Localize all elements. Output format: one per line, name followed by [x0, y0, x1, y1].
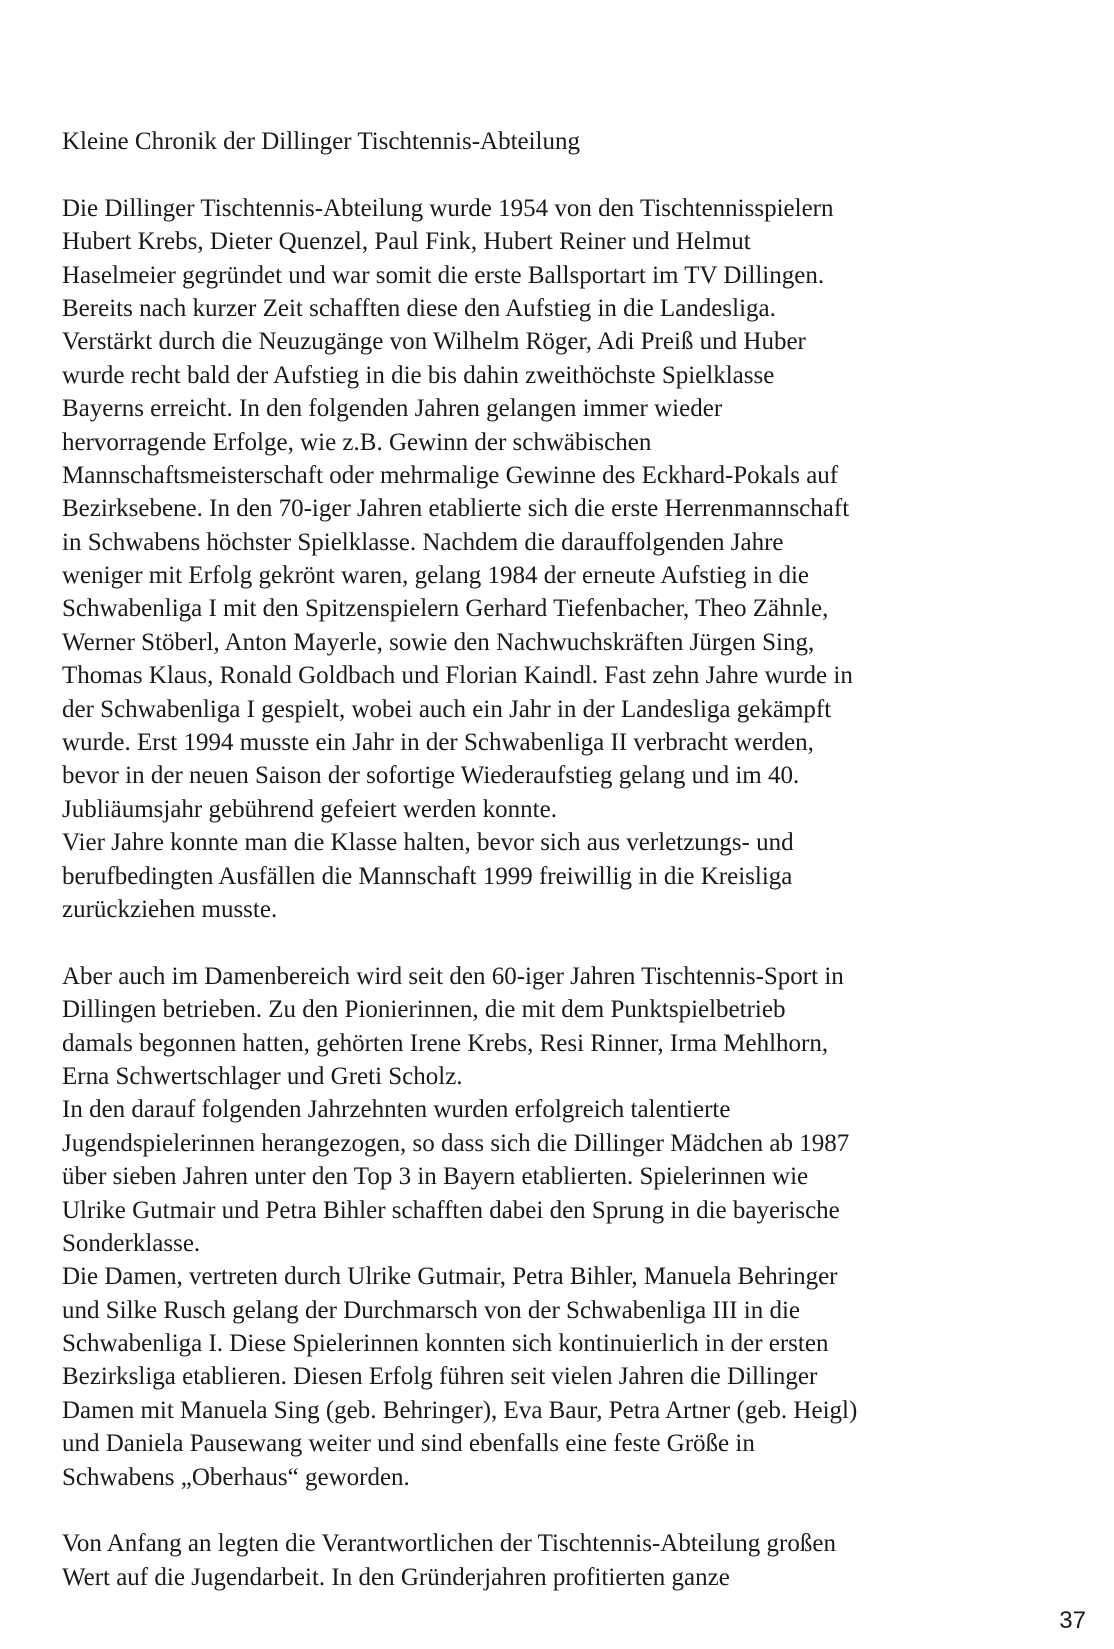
- text-line: Aber auch im Damenbereich wird seit den 60-iger Jahren Tischtennis-Sport in: [62, 962, 844, 990]
- text-line: Von Anfang an legten die Verantwortlichen der Tischtennis-Abteilung großen: [62, 1530, 836, 1558]
- text-line: Bereits nach kurzer Zeit schafften diese den Aufstieg in die Landesliga.: [62, 294, 776, 322]
- text-line: wurde. Erst 1994 musste ein Jahr in der Schwabenliga II verbracht werden,: [62, 729, 814, 757]
- text-line: Schwabens „Oberhaus“ geworden.: [62, 1463, 410, 1491]
- text-line: Werner Stöberl, Anton Mayerle, sowie den Nachwuchskräften Jürgen Sing,: [62, 628, 815, 656]
- text-line: wurde recht bald der Aufstieg in die bis dahin zweithöchste Spielklasse: [62, 361, 775, 389]
- page-number: 37: [1059, 1607, 1086, 1634]
- text-line: Schwabenliga I mit den Spitzenspielern Gerhard Tiefenbacher, Theo Zähnle,: [62, 595, 829, 623]
- text-line: berufbedingten Ausfällen die Mannschaft 1999 freiwillig in die Kreisliga: [62, 862, 793, 890]
- text-line: weniger mit Erfolg gekrönt waren, gelang 1984 der erneute Aufstieg in die: [62, 562, 809, 590]
- text-line: Haselmeier gegründet und war somit die erste Ballsportart im TV Dillingen.: [62, 261, 825, 289]
- text-line: der Schwabenliga I gespielt, wobei auch ein Jahr in der Landesliga gekämpft: [62, 695, 832, 723]
- text-line: Verstärkt durch die Neuzugänge von Wilhelm Röger, Adi Preiß und Huber: [62, 328, 806, 356]
- paragraph-1: [62, 192, 1022, 927]
- text-line: Dillingen betrieben. Zu den Pionierinnen, die mit dem Punktspielbetrieb: [62, 996, 786, 1024]
- text-line: Sonderklasse.: [62, 1229, 201, 1257]
- text-line: und Daniela Pausewang weiter und sind ebenfalls eine feste Größe in: [62, 1430, 755, 1458]
- text-line: Mannschaftsmeisterschaft oder mehrmalige Gewinne des Eckhard-Pokals auf: [62, 461, 839, 489]
- spacer: [62, 158, 1022, 191]
- text-line: Erna Schwertschlager und Greti Scholz.: [62, 1062, 463, 1090]
- text-line: Bezirksliga etablieren. Diesen Erfolg führen seit vielen Jahren die Dillinger: [62, 1363, 818, 1391]
- text-line: Wert auf die Jugendarbeit. In den Gründerjahren profitierten ganze: [62, 1563, 730, 1591]
- text-line: Jubliäumsjahr gebührend gefeiert werden konnte.: [62, 795, 557, 823]
- text-line: Ulrike Gutmair und Petra Bihler schafften dabei den Sprung in die bayerische: [62, 1196, 840, 1224]
- text-line: Hubert Krebs, Dieter Quenzel, Paul Fink, Hubert Reiner und Helmut: [62, 228, 751, 256]
- paragraph-2: [62, 960, 1022, 1494]
- text-line: In den darauf folgenden Jahrzehnten wurden erfolgreich talentierte: [62, 1096, 731, 1124]
- spacer: [62, 1494, 1022, 1527]
- text-line: Bezirksebene. In den 70-iger Jahren etablierte sich die erste Herrenmannschaft: [62, 495, 850, 523]
- text-line: in Schwabens höchster Spielklasse. Nachdem die darauffolgenden Jahre: [62, 528, 784, 556]
- text-line: Bayerns erreicht. In den folgenden Jahren gelangen immer wieder: [62, 395, 723, 423]
- document-body: [62, 125, 1022, 1594]
- text-line: bevor in der neuen Saison der sofortige Wiederaufstieg gelang und im 40.: [62, 762, 800, 790]
- spacer: [62, 926, 1022, 959]
- text-line: Die Dillinger Tischtennis-Abteilung wurde 1954 von den Tischtennisspielern: [62, 194, 834, 222]
- paragraph-3: [62, 1527, 1022, 1594]
- text-line: damals begonnen hatten, gehörten Irene Krebs, Resi Rinner, Irma Mehlhorn,: [62, 1029, 829, 1057]
- text-line: hervorragende Erfolge, wie z.B. Gewinn der schwäbischen: [62, 428, 652, 456]
- text-line: Damen mit Manuela Sing (geb. Behringer), Eva Baur, Petra Artner (geb. Heigl): [62, 1396, 858, 1424]
- text-line: Vier Jahre konnte man die Klasse halten, bevor sich aus verletzungs- und: [62, 829, 794, 857]
- text-line: Die Damen, vertreten durch Ulrike Gutmair, Petra Bihler, Manuela Behringer: [62, 1263, 838, 1291]
- text-line: über sieben Jahren unter den Top 3 in Bayern etablierten. Spielerinnen wie: [62, 1163, 809, 1191]
- text-line: zurückziehen musste.: [62, 895, 278, 923]
- text-line: Schwabenliga I. Diese Spielerinnen konnten sich kontinuierlich in der ersten: [62, 1330, 829, 1358]
- text-line: Thomas Klaus, Ronald Goldbach und Florian Kaindl. Fast zehn Jahre wurde in: [62, 662, 853, 690]
- text-line: Jugendspielerinnen herangezogen, so dass sich die Dillinger Mädchen ab 1987: [62, 1129, 850, 1157]
- text-line: und Silke Rusch gelang der Durchmarsch von der Schwabenliga III in die: [62, 1296, 800, 1324]
- document-title: Kleine Chronik der Dillinger Tischtennis-Abteilung: [62, 128, 581, 155]
